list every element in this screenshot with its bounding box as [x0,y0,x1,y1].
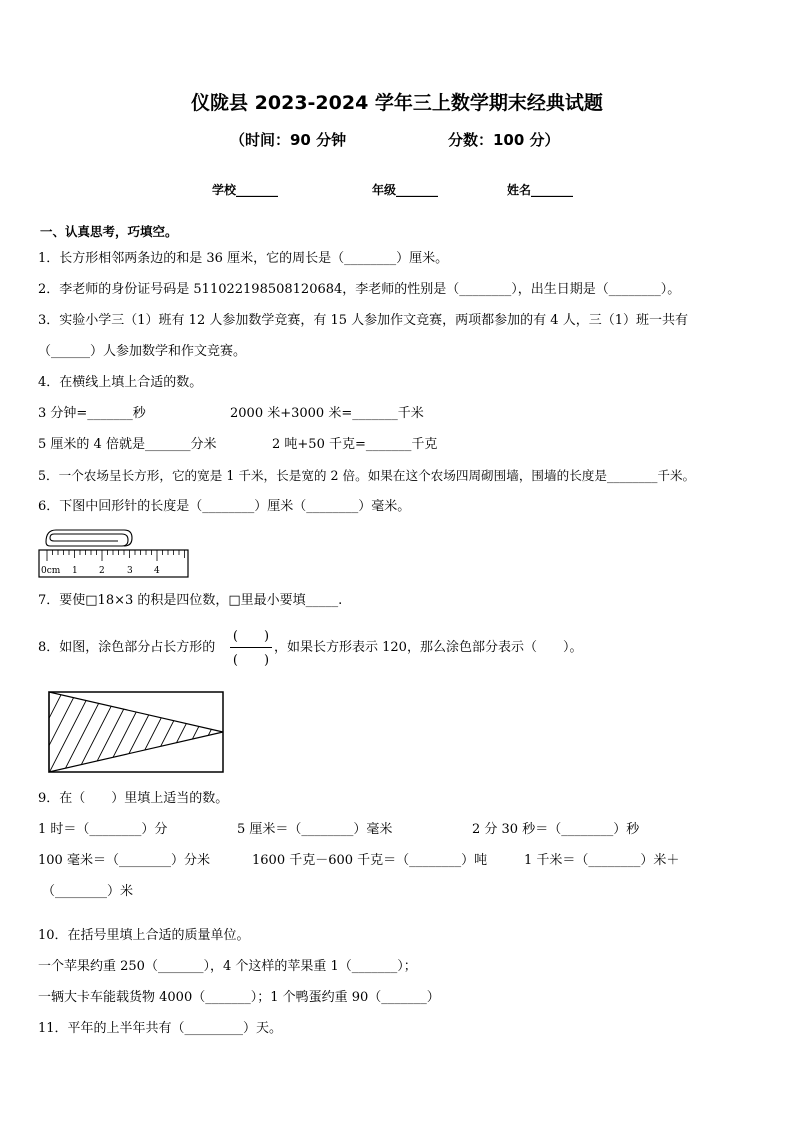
question-9: 9．在（ ）里填上适当的数。 [38,791,229,806]
paperclip-icon [46,530,132,546]
question-10: 10．在括号里填上合适的质量单位。 [38,928,250,943]
rectangle-outline [49,692,223,772]
q4-item-b: 2000 米+3000 米=_______千米 [230,406,424,421]
grade-field: 年级_______ [372,183,439,197]
q9-item-b: 5 厘米＝（________）毫米 [237,822,393,837]
question-7: 7．要使□18×3 的积是四位数，□里最小要填_____. [38,593,343,608]
ruler-figure [38,528,190,580]
fraction-bar [230,647,272,648]
question-3: 3．实验小学三（1）班有 12 人参加数学竞赛，有 15 人参加作文竞赛，两项都参加的有 4 人，三（1）班一共有 [38,313,688,328]
question-10-b: 一辆大卡车能载货物 4000（_______）；1 个鸭蛋约重 90（_______） [38,990,440,1005]
ruler-label-1: 1 [72,566,78,576]
ruler-label-2: 2 [99,566,105,576]
q9-item-f: 1 千米＝（________）米＋ [524,853,680,868]
q9-item-g: （________）米 [42,884,134,899]
q9-item-e: 1600 千克－600 千克＝（________）吨 [252,853,488,868]
ruler-label-4: 4 [154,566,160,576]
q9-item-a: 1 时＝（________）分 [38,822,168,837]
question-8-post: ，如果长方形表示 120，那么涂色部分表示（ ）。 [274,640,583,655]
total-score: 分数：100 分） [448,131,560,149]
question-11: 11．平年的上半年共有（_________）天。 [38,1021,283,1036]
ruler-body [39,550,188,577]
question-1: 1．长方形相邻两条边的和是 36 厘米，它的周长是（________）厘米。 [38,251,449,266]
question-2: 2．李老师的身份证号码是 511022198508120684，李老师的性别是（________），出生日期是（________）。 [38,282,681,297]
question-5: 5．一个农场呈长方形，它的宽是 1 千米，长是宽的 2 倍。如果在这个农场四周砌围墙，围墙的长度是________千米。 [38,468,696,483]
q9-item-c: 2 分 30 秒＝（________）秒 [472,822,640,837]
ruler-label-3: 3 [127,566,133,576]
time-limit: （时间：90 分钟 [230,131,347,149]
q4-item-d: 2 吨+50 千克=_______千克 [272,437,438,452]
fraction-blank [229,625,273,669]
exam-title: 仪陇县 2023-2024 学年三上数学期末经典试题 [191,92,603,114]
name-field: 姓名_______ [507,183,574,197]
rectangle-figure [46,689,226,775]
school-field: 学校_______ [212,183,279,197]
question-8-pre: 8．如图，涂色部分占长方形的 [38,640,216,655]
question-8 [38,639,215,657]
q9-item-d: 100 毫米＝（________）分米 [38,853,210,868]
q4-item-a: 3 分钟=_______秒 [38,406,146,421]
question-3-cont: （______）人参加数学和作文竞赛。 [38,344,247,359]
question-10-a: 一个苹果约重 250（_______），4 个这样的苹果重 1（_______）； [38,959,417,974]
fraction-denominator: ( ) [232,653,270,668]
ruler-label-0: 0cm [41,566,61,576]
fraction-numerator: ( ) [232,629,270,644]
question-6: 6．下图中回形针的长度是（________）厘米（________）毫米。 [38,499,411,514]
section-heading: 一、认真思考，巧填空。 [40,224,178,239]
question-4: 4．在横线上填上合适的数。 [38,375,203,390]
q4-item-c: 5 厘米的 4 倍就是_______分米 [38,437,217,452]
